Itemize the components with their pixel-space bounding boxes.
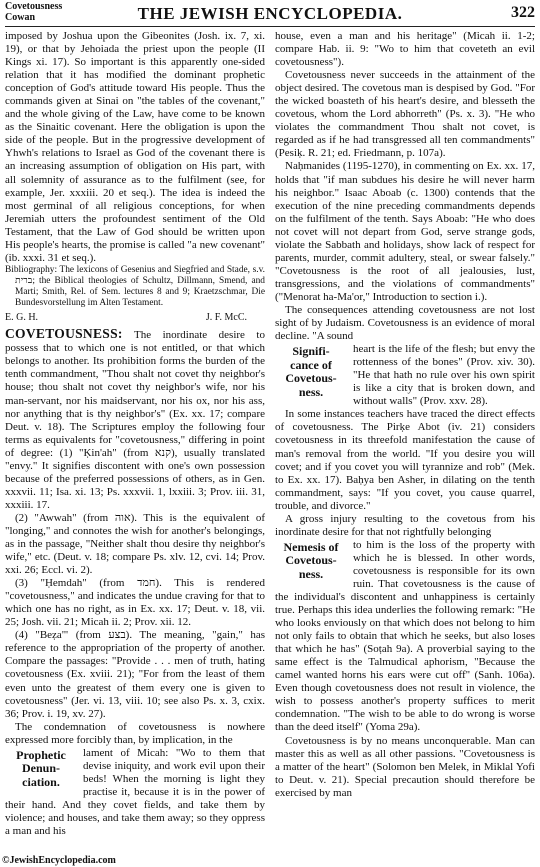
article-heading: COVETOUSNESS: bbox=[5, 326, 123, 342]
condemnation-intro: The condemnation of covetousness is nowhere expressed more forcibly than, by implication, in the bbox=[5, 720, 265, 746]
proverbs-quote: heart is the life of the flesh; but envy the rottenness of the bones" (Prov. xiv. 30). "He that hath no rule over his own spirit is like a city that is broken down, and without walls" (Prov. xxv. 28). bbox=[353, 343, 535, 408]
article-definition: The inordinate desire to possess that to which one is not entitled, or that which belongs to another. Its prohibition forms the burden of the tenth commandment, "Thou shalt not covet thy neighbor's house; thou shalt not covet thy neighbor's wife, nor his man-servant, nor his maidservant, nor his ox, nor his ass, nor anything that is thy neighbor's" (Ex. xx. 17; compare Deut. v. 18). The Scriptures employ the following four terms as equivalents for "covetousness," differing in point of degree: (1) "Ḳin'ah" (from קנא), usually translated "envy." It signifies discontent with one's own possession because of the preferred possessions of others, as in Gen. xxxvii. 11; Isa. xi. 13; Ps. xxxvii. 1, lxxiii. 3; Prov. iii. 31, xxxiii. 17. bbox=[5, 329, 265, 511]
running-head-first: Covetousness bbox=[5, 1, 63, 12]
covetousness-intro bbox=[5, 327, 265, 512]
consequences-intro: The consequences attending covetousness are not lost sight of by Judaism. Covetousness is an evidence of moral decline. "A sound bbox=[275, 303, 535, 343]
page-header bbox=[5, 2, 535, 28]
page-number: 322 bbox=[511, 4, 535, 21]
unconquerable-paragraph: Covetousness is by no means unconquerable. Man can master this as well as all other passions. "Covetousness is a matter of the heart" (Solomon ben Melek, in Miklal Yofi to Deut. v. 21). Special precaution should therefore be exercised by man bbox=[275, 734, 535, 799]
term-awwah: (2) "Awwah" (from אוה). This is the equivalent of "longing," and connotes the wish for another's belongings, as in the passage, "Neither shalt thou desire thy neighbor's wife," etc. (Deut. v. 18; compare Ps. xlv. 12, cvi. 14; Prov. xxi. 26; Eccl. vi. 2). bbox=[5, 511, 265, 577]
loss-of-property-paragraph: to him is the loss of the property with which he is blessed. In other words, covetousness is responsible for its own ruin. That covetousness is the cause of the individual's discontent and unhappiness is certainly true. Perhaps this idea underlies the following remark: "He who looks enviously on that which does not belong to him not only fails to obtain that which he seeks, but also loses that which he has" (Soṭah 9a). A proverbial saying to the same effect is the Talmudical aphorism, "Because the camel wanted horns his ears were cut off" (Sanh. 106a). Even though covetousness does not result in violence, the wish to possess another's property suffices to merit condemnation. "The wish to be able to do wrong is worse than the deed itself" (Yoma 29a). bbox=[275, 538, 535, 734]
term-hemdah: (3) "Ḥemdah" (from חמד). This is rendered "covetousness," and indicates the undue craving for that to which one has no right, as in Ex. xx. 17; Deut. v. 18, vii. 25; Josh. vii. 21; Micah ii. 2; Prov. xii. 12. bbox=[5, 577, 265, 629]
never-succeeds-paragraph: Covetousness never succeeds in the attainment of the object desired. The covetous man is despised by God. "For the wicked boasteth of his heart's desire, and blesseth the covetous, whom the Lord abhorreth" (Ps. x. 3). "He who violates the commandment Thou shalt not covet, is regarded as if he had transgressed all ten commandments" (Pesiḳ. R. 21; ed. Friedmann, p. 107a). bbox=[275, 69, 535, 160]
covenant-paragraph: imposed by Joshua upon the Gibeonites (Josh. ix. 7, xi. 19), or that by Jehoiada the priest upon the people (II Kings xi. 17). So important is this apparently one-sided relation that it has modified the dominant prophetic conception of God's attitude toward His people. Thus the commands given at Sinai on "the tables of the covenant," and the whole giving of the Law, have come to be known as the Sinaitic covenant. Here the obligation is upon the side of the people. But in the progressive development of Yhwh's relations to Israel as God of the covenant there is an increasing assumption of obligation on His part, with all solemnity of assurance as to the fulfilment (see, for example, Jer. xxxiii. 20 et seq.). The idea is indeed the most germinal of all religious conceptions, for when Jeremiah utters the profoundest sentiment of the Old Testament, that the Law of God should be written upon His people's hearts, the promise is called "a new covenant" (ib. xxxi. 31 et seq.). bbox=[5, 30, 265, 264]
micah-continuation: house, even a man and his heritage" (Micah ii. 1-2; compare Hab. ii. 9: "Wo to him that coveteth an evil covetousness"). bbox=[275, 30, 535, 69]
micah-lament: lament of Micah: "Wo to them that devise iniquity, and work evil upon their beds! When the morning is light they practise it, because it is in the power of their hand. And they covet fields, and take them by violence; and houses, and take them away; so they oppress a man and his bbox=[5, 746, 265, 838]
right-column bbox=[275, 30, 535, 800]
publication-title: THE JEWISH ENCYCLOPEDIA. bbox=[137, 4, 403, 23]
nahmanides-paragraph: Naḥmanides (1195-1270), in commenting on Ex. xx. 17, holds that "if man subdues his desire he will never harm his neighbor." Isaac Aboab (c. 1300) contends that the execution of the nine preceding commandments depends on the fulfilment of the tenth. Says Aboab: "He who does not covet will not depart from God, serve strange gods, violate the Sabbath and holidays, show lack of respect for parents, murder, commit adultery, steal, or swear falsely." "Covetousness is the root of all jealousies, lust, transgressions, and the violations of commandments" ("Menorat ha-Ma'or," Introduction to section i.). bbox=[275, 160, 535, 303]
term-beza: (4) "Beẓa'" (from בצע). The meaning, "gain," has reference to the appropriation of the property of another. Compare the passages: "Provide . . . men of truth, hating covetousness (Ex. xviii. 21); "For from the least of them even unto the greatest of them every one is given to covetousness" (Jer. vi. 13, viii. 10; see also Ps. x. 3, cxix. 36; Prov. i. 19, xv. 27). bbox=[5, 629, 265, 720]
signature-author: J. F. McC. bbox=[205, 312, 247, 324]
header-rule bbox=[5, 26, 535, 27]
margin-note-prophetic: Prophetic Denun- ciation. bbox=[16, 747, 66, 789]
signature-row bbox=[5, 311, 265, 324]
site-watermark: ©JewishEncyclopedia.com bbox=[2, 855, 116, 866]
margin-note-nemesis: Nemesis of Covetous- ness. bbox=[283, 539, 339, 581]
teachers-paragraph: In some instances teachers have traced the direct effects of covetousness. The Pirḳe Abot (iv. 21) considers covetousness in its threefold manifestation the cause of man's removal from the world. "If you desire you will covet; and if you covet you will tyrannize and rob" (Mek. to Ex. xx. 17). Baḥya ben Asher, in dilating on the tenth commandment, says: "If you covet, you cause quarrel, trouble, and divorce." bbox=[275, 408, 535, 512]
margin-note-significance: Signifi- cance of Covetous- ness. bbox=[285, 344, 337, 399]
running-head-last: Cowan bbox=[5, 11, 36, 23]
injury-intro: A gross injury resulting to the covetous from his inordinate desire for that not rightfully belonging bbox=[275, 512, 535, 538]
signature-editor: E. G. H. bbox=[5, 312, 39, 324]
bibliography: Bibliography: The lexicons of Gesenius and Siegfried and Stade, s.v. ברית; the Biblical theologies of Schultz, Dillmann, Smend, and Marti; Smith, Rel. of Sem. lectures 8 and 9; Kraetzschmar, Die Bundesvorstellung im Alten Testament. bbox=[5, 264, 265, 309]
left-column bbox=[5, 30, 265, 838]
